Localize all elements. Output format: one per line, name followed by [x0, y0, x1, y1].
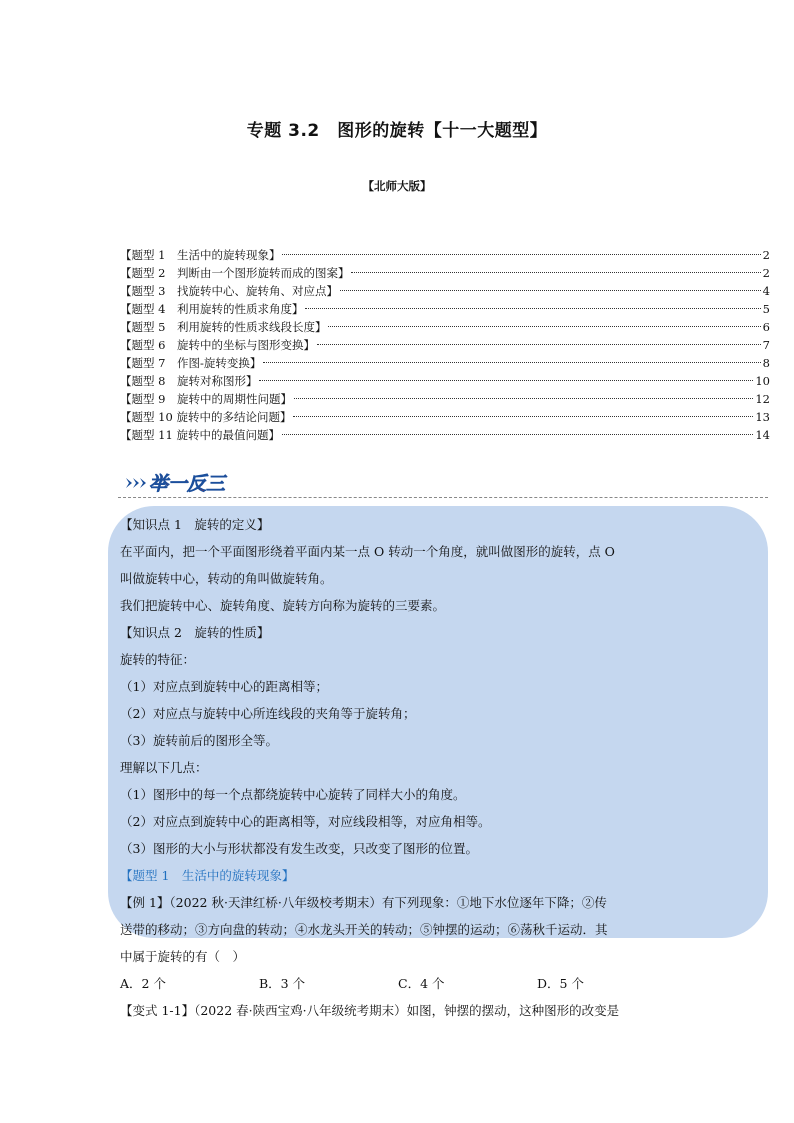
toc-leader-dots — [293, 415, 753, 417]
knowledge-1-line-3: 我们把旋转中心、旋转角度、旋转方向称为旋转的三要素。 — [120, 598, 446, 613]
banner-text: 举一反三 — [149, 473, 226, 495]
example-1-options — [120, 970, 680, 997]
toc-entry-label: 【题型 3 找旋转中心、旋转角、对应点】 — [120, 284, 338, 298]
knowledge-1-line-2: 叫做旋转中心，转动的角叫做旋转角。 — [120, 571, 333, 586]
toc-entry-label: 【题型 11 旋转中的最值问题】 — [120, 428, 280, 442]
toc-entry[interactable] — [120, 246, 770, 264]
toc-entry-page: 4 — [762, 284, 770, 298]
knowledge-2-feature-2: （2）对应点与旋转中心所连线段的夹角等于旋转角； — [120, 706, 416, 721]
toc-leader-dots — [294, 397, 753, 399]
toc-entry-label: 【题型 7 作图-旋转变换】 — [120, 356, 262, 370]
toc-entry-label: 【题型 5 利用旋转的性质求线段长度】 — [120, 320, 327, 334]
toc-leader-dots — [282, 253, 760, 255]
toc-entry[interactable] — [120, 318, 770, 336]
toc-entry-label: 【题型 10 旋转中的多结论问题】 — [120, 410, 292, 424]
section-banner — [124, 470, 244, 496]
toc-leader-dots — [340, 289, 761, 291]
toc-entry[interactable] — [120, 372, 770, 390]
toc-entry-page: 12 — [755, 392, 770, 406]
toc-entry-page: 13 — [755, 410, 770, 424]
toc-entry-label: 【题型 2 判断由一个图形旋转而成的图案】 — [120, 266, 350, 280]
knowledge-2-point-1: （1）图形中的每一个点都绕旋转中心旋转了同样大小的角度。 — [120, 787, 466, 802]
arrow-icon — [126, 478, 146, 488]
toc-entry-label: 【题型 1 生活中的旋转现象】 — [120, 248, 281, 262]
knowledge-2-point-3: （3）图形的大小与形状都没有发生改变，只改变了图形的位置。 — [120, 841, 478, 856]
table-of-contents — [120, 246, 770, 444]
toc-entry-label: 【题型 9 旋转中的周期性问题】 — [120, 392, 292, 406]
knowledge-1-line-1: 在平面内，把一个平面图形绕着平面内某一点 O 转动一个角度，就叫做图形的旋转，点 O — [120, 544, 615, 559]
knowledge-content — [120, 511, 680, 1024]
divider — [118, 497, 768, 498]
knowledge-2-feature-3: （3）旋转前后的图形全等。 — [120, 733, 278, 748]
toc-leader-dots — [282, 433, 753, 435]
toc-leader-dots — [328, 325, 760, 327]
toc-entry[interactable] — [120, 300, 770, 318]
toc-entry-page: 6 — [762, 320, 770, 334]
toc-leader-dots — [305, 307, 760, 309]
toc-entry-label: 【题型 6 旋转中的坐标与图形变换】 — [120, 338, 315, 352]
option-a: A．2 个 — [120, 976, 166, 991]
example-1-line-3: 中属于旋转的有（ ） — [120, 949, 246, 964]
example-1-line-1: 【例 1】（2022 秋·天津红桥·八年级校考期末）有下列现象：①地下水位逐年下降；②传 — [120, 895, 607, 910]
knowledge-2-point-2: （2）对应点到旋转中心的距离相等，对应线段相等，对应角相等。 — [120, 814, 491, 829]
document-title: 专题 3.2 图形的旋转【十一大题型】 — [246, 121, 548, 141]
knowledge-2-feature-1: （1）对应点到旋转中心的距离相等； — [120, 679, 328, 694]
option-d: D．5 个 — [537, 976, 584, 991]
knowledge-2-understand: 理解以下几点： — [120, 760, 208, 775]
toc-entry-page: 10 — [755, 374, 770, 388]
toc-entry[interactable] — [120, 426, 770, 444]
toc-leader-dots — [263, 361, 760, 363]
toc-entry[interactable] — [120, 354, 770, 372]
toc-entry-page: 14 — [755, 428, 770, 442]
toc-entry[interactable] — [120, 264, 770, 282]
toc-entry-page: 2 — [762, 266, 770, 280]
toc-entry[interactable] — [120, 390, 770, 408]
toc-leader-dots — [351, 271, 760, 273]
option-b: B．3 个 — [259, 976, 306, 991]
knowledge-2-features: 旋转的特征： — [120, 652, 196, 667]
toc-entry-label: 【题型 4 利用旋转的性质求角度】 — [120, 302, 304, 316]
toc-entry[interactable] — [120, 282, 770, 300]
toc-leader-dots — [317, 343, 761, 345]
edition-label: 【北师大版】 — [362, 179, 432, 193]
toc-entry[interactable] — [120, 408, 770, 426]
toc-entry-label: 【题型 8 旋转对称图形】 — [120, 374, 258, 388]
knowledge-2-title: 【知识点 2 旋转的性质】 — [120, 625, 270, 640]
example-1-line-2: 送带的移动；③方向盘的转动；④水龙头开关的转动；⑤钟摆的运动；⑥荡秋千运动．其 — [120, 922, 608, 937]
option-c: C．4 个 — [398, 976, 445, 991]
toc-entry-page: 7 — [762, 338, 770, 352]
toc-leader-dots — [259, 379, 753, 381]
toc-entry-page: 8 — [762, 356, 770, 370]
variant-1-1-line-1: 【变式 1-1】（2022 春·陕西宝鸡·八年级统考期末）如图，钟摆的摆动，这种图形的改变是 — [120, 1003, 620, 1018]
toc-entry-page: 5 — [762, 302, 770, 316]
section-1-heading: 【题型 1 生活中的旋转现象】 — [120, 868, 295, 883]
toc-entry[interactable] — [120, 336, 770, 354]
knowledge-1-title: 【知识点 1 旋转的定义】 — [120, 517, 270, 532]
toc-entry-page: 2 — [762, 248, 770, 262]
